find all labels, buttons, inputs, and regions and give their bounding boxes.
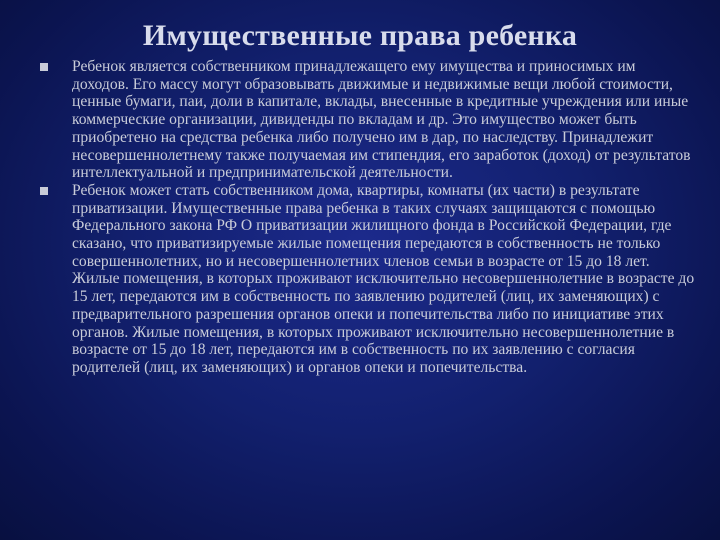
square-bullet-icon xyxy=(40,63,48,71)
bullet-text: Ребенок может стать собственником дома, квартиры, комнаты (их части) в результате приватизации. Имущественные права ребенка в таких случаях защищаются с помощью Федерального закона РФ О приватизации жилищного фонда в Российской Федерации, где сказано, что приватизируемые жилые помещения передаются в собственность не только совершеннолетних, но и несовершеннолетних членов семьи в возрасте от 15 до 18 лет. Жилые помещения, в которых проживают исключительно несовершеннолетние в возрасте до 15 лет, передаются им в собственность по заявлению родителей (лиц, их заменяющих) с предварительного разрешения органов опеки и попечительства либо по инициативе этих органов. Жилые помещения, в которых проживают исключительно несовершеннолетние в возрасте от 15 до 18 лет, передаются им в собственность по их заявлению с согласия родителей (лиц, их заменяющих) и органов опеки и попечительства. xyxy=(72,181,695,376)
bullet-text: Ребенок является собственником принадлежащего ему имущества и приносимых им доходов. Его массу могут образовывать движимые и недвижимые вещи любой стоимости, ценные бумаги, паи, доли в капитале, вклады, внесенные в кредитные учреждения или иные коммерческие организации, дивиденды по вкладам и др. Это имущество может быть приобретено на средства ребенка либо получено им в дар, по наследству. Принадлежит несовершеннолетнему также получаемая им стипендия, его заработок (доход) от результатов интеллектуальной и предпринимательской деятельности. xyxy=(72,58,691,182)
slide-title: Имущественные права ребенка xyxy=(142,19,578,52)
bullet-list xyxy=(40,58,695,377)
bullet-item xyxy=(40,58,695,182)
square-bullet-icon xyxy=(40,187,48,195)
bullet-item xyxy=(40,182,695,377)
